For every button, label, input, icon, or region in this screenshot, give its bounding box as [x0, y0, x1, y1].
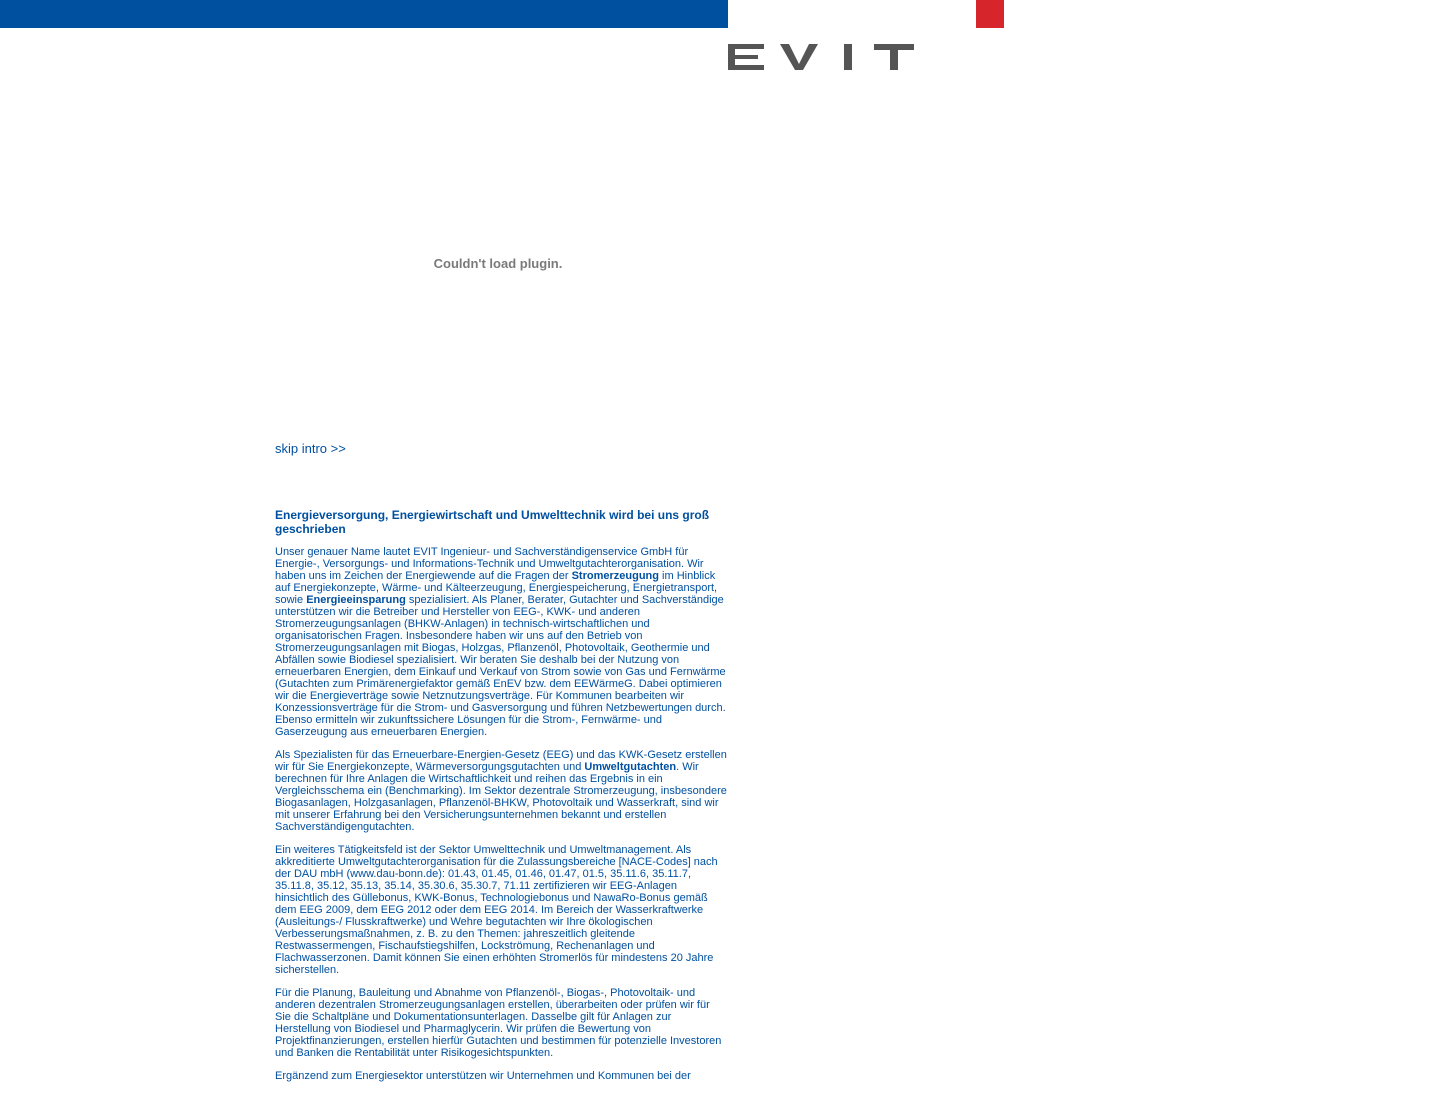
- emphasis-energieeinsparung: Energieeinsparung: [306, 594, 406, 606]
- article-paragraph-5: Ergänzend zum Energiesektor unterstützen wir Unternehmen und Kommunen bei der: [275, 1070, 691, 1082]
- article-paragraph-3: Ein weiteres Tätigkeitsfeld ist der Sektor Umwelttechnik und Umweltmanagement. Als akkreditierte Umweltgutachterorganisation für die Zulassungsbereiche [NACE-Codes] nach der DAU mbH (www.dau-bonn.de): 01.43, 01.45, 01.46, 01.47, 01.5, 35.11.6, 35.11.7, 35.11.8, 35.12, 35.13, 35.14, 35.30.6, 35.30.7, 71.11 zertifizieren wir EEG-Anlagen hinsichtlich des Güllebonus, KWK-Bonus, Technologiebonus und NawaRo-Bonus gemäß dem EEG 2009, dem EEG 2012 oder dem EEG 2014. Im Bereich der Wasserkraftwerke (Ausleitungs-/ Flusskraftwerke) und Wehre begutachten wir Ihre ökologischen Verbesserungsmaßnahmen, z. B. zu den Themen: jahreszeitlich gleitende Restwassermengen, Fischaufstiegshilfen, Lockströmung, Rechenanlagen und Flachwasserzonen. Damit können Sie einen erhöhten Stromerlös für mindestens 20 Jahre sicherstellen.: [275, 844, 718, 976]
- evit-logo-mark: [728, 44, 914, 70]
- skip-intro-link[interactable]: skip intro >>: [275, 441, 346, 456]
- plugin-error-message: Couldn't load plugin.: [433, 256, 563, 271]
- header-red-block: [976, 0, 1004, 28]
- article-heading: Energieversorgung, Energiewirtschaft und Umwelttechnik wird bei uns groß geschrieben: [275, 508, 710, 536]
- article-content: [275, 508, 727, 1093]
- article-paragraph-2: Als Spezialisten für das Erneuerbare-Energien-Gesetz (EEG) und das KWK-Gesetz erstellen wir für Sie Energiekonzepte, Wärmeversorgungsgutachten und Umweltgutachten. Wir berechnen für Ihre Anlagen die Wirtschaftlichkeit und reihen das Ergebnis in ein Vergleichsschema ein (Benchmarking). Im Sektor dezentrale Stromerzeugung, insbesondere Biogasanlagen, Holzgasanlagen, Pflanzenöl-BHKW, Photovoltaik und Wasserkraft, sind wir mit unserer Erfahrung bei den Versicherungsunternehmen bekannt und erstellen Sachverständigengutachten.: [275, 749, 727, 833]
- emphasis-stromerzeugung: Stromerzeugung: [571, 570, 659, 582]
- article-paragraph-4: Für die Planung, Bauleitung und Abnahme von Pflanzenöl-, Biogas-, Photovoltaik- und anderen dezentralen Stromerzeugungsanlagen erstellen, überarbeiten oder prüfen wir für Sie die Schaltpläne und Dokumentationsunterlagen. Dasselbe gilt für Anlagen zur Herstellung von Biodiesel und Pharmaglycerin. Wir prüfen die Bewertung von Projektfinanzierungen, erstellen hierfür Gutachten und bestimmen für potenzielle Investoren und Banken die Rentabilität unter Risikogesichtspunkten.: [275, 987, 722, 1059]
- header-blue-bar: [0, 0, 728, 28]
- emphasis-umweltgutachten: Umweltgutachten: [584, 761, 677, 773]
- article-paragraph-1: Unser genauer Name lautet EVIT Ingenieur- und Sachverständigenservice GmbH für Energie-, Versorgungs- und Informations-Technik und Umweltgutachterorganisation. Wir haben uns im Zeichen der Energiewende auf die Fragen der Stromerzeugung im Hinblick auf Energiekonzepte, Wärme- und Kälteerzeugung, Energiespeicherung, Energietransport, sowie Energieeinsparung spezialisiert. Als Planer, Berater, Gutachter und Sachverständige unterstützen wir die Betreiber und Hersteller von EEG-, KWK- und anderen Stromerzeugungsanlagen (BHKW-Anlagen) in technisch-wirtschaftlichen und organisatorischen Fragen. Insbesondere haben wir uns auf den Betrieb von Stromerzeugungsanlagen mit Biogas, Holzgas, Pflanzenöl, Photovoltaik, Geothermie und Abfällen sowie Biodiesel spezialisiert. Wir beraten Sie deshalb bei der Nutzung von erneuerbaren Energien, dem Einkauf und Verkauf von Strom sowie von Gas und Fernwärme (Gutachten zum Primärenergiefaktor gemäß EnEV bzw. dem EEWärmeG. Dabei optimieren wir die Energieverträge sowie Netznutzungsverträge. Für Kommunen bearbeiten wir Konzessionsverträge für die Strom- und Gasversorgung und führen Netzbewertungen durch. Ebenso ermitteln wir zukunftssichere Lösungen für die Strom-, Fernwärme- und Gaserzeugung aus erneuerbaren Energien.: [275, 546, 726, 738]
- evit-logo: [728, 44, 914, 70]
